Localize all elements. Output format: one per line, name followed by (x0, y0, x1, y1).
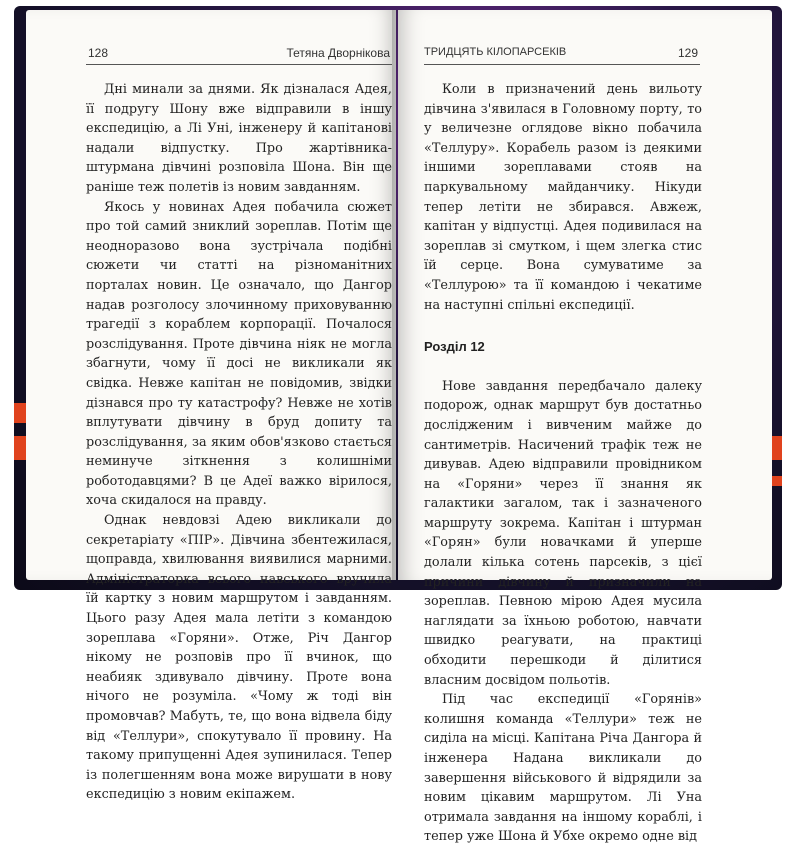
right-page-text (424, 80, 702, 847)
chapter-heading: Розділ 12 (424, 339, 485, 355)
right-page (398, 10, 772, 845)
paragraph: Коли в призначений день вильоту дівчина з'явилася в Головному порту, то у величезне оглядове вікно побачила «Теллуру». Корабель разом із деякими іншими зореплавами стояв на паркувальному майданчику. Нікуди тепер летіти не збирався. Авжеж, капітан у відпустці. Адея подивилася на зореплав зі смутком, і щем злегка стис їй серце. Вона сумуватиме за «Теллурою» та її командою і чекатиме на наступні спільні експедиції. (424, 82, 702, 313)
paragraph: Нове завдання передбачало далеку подорож, однак маршрут був достатньо дослідженим і вивченим майже до сантиметрів. Насичений трафік теж не дивував. Адею відправили провідником на «Горяни» через її знання як галактики загалом, так і зазначеного маршруту зокрема. Капітан і штурман «Горян» були новачками й уперше долали кілька сотень парсеків, з цієї причини дівчину й призначили на зореплав. Певною мірою Адея мусила наглядати за їхньою роботою, навчати швидко реагувати, на практиці обходити перешкоди й ділитися власним досвідом польотів. (424, 378, 702, 688)
header-rule (86, 64, 392, 65)
running-head-title: ТРИДЦЯТЬ КІЛОПАРСЕКІВ (424, 46, 567, 58)
running-head-author: Тетяна Дворнікова (286, 46, 390, 60)
paragraph: Однак невдовзі Адею викликали до секретаріату «ПІР». Дівчина збентежилася, щоправда, хвилювання виявилися марними. Адміністраторка всього навського вручила їй картку з новим маршрутом і завданням. Цього разу Адея мала летіти з командою зореплава «Горяни». Отже, Річ Дангор нікому не розповів про її вчинок, що неабияк здивувало дівчину. Проте вона нічого не розуміла. «Чому ж тоді він промовчав? Мабуть, те, що вона відвела біду від «Теллури», спокутувало її провину. На такому припущенні Адея зупинилася. Тепер із полегшенням вона може вирушати в нову експедицію з новим екіпажем. (86, 513, 392, 803)
paragraph: Під час експедиції «Горянів» колишня команда «Теллури» теж не сиділа на місці. Капітана Річа Дангора й інженера Надана викликали до завершення військового й відрядили за новим цікавим маршрутом. Лі Уна отримала завдання на іншому кораблі, і тепер уже Шона й Убхе окремо одне від (424, 692, 702, 845)
page-number-right: 129 (677, 46, 698, 60)
header-rule (424, 64, 700, 65)
left-page-text (86, 80, 392, 805)
left-page (26, 10, 396, 803)
page-number-left: 128 (88, 46, 109, 60)
paragraph: Якось у новинах Адея побачила сюжет про той самий зниклий зореплав. Потім ще неодноразово вона зустрічала подібні сюжети чи статті на різноманітних порталах новин. Це означало, що Дангор надав розголосу злочинному приховуванню трагедії з кораблем корпорації. Почалося розслідування. Проте дівчина ніяк не могла збагнути, чому її досі не викликали як свідка. Невже капітан не повідомив, звідки дізнався про ту катастрофу? Невже не хотів вплутувати дівчину в бруд допиту та розслідування, за яким обов'язково стається неминуче зіткнення з колишніми роботодавцями? В це Адеї важко вірилося, хоча скидалося на правду. (86, 199, 392, 509)
paragraph: Дні минали за днями. Як дізналася Адея, її подругу Шону вже відправили в іншу експедицію, а Лі Уні, інженеру й капітанові надали відпустку. Про жартівника-штурмана дівчині розповіла Шона. Він ще раніше теж полетів із новим завданням. (86, 82, 392, 195)
